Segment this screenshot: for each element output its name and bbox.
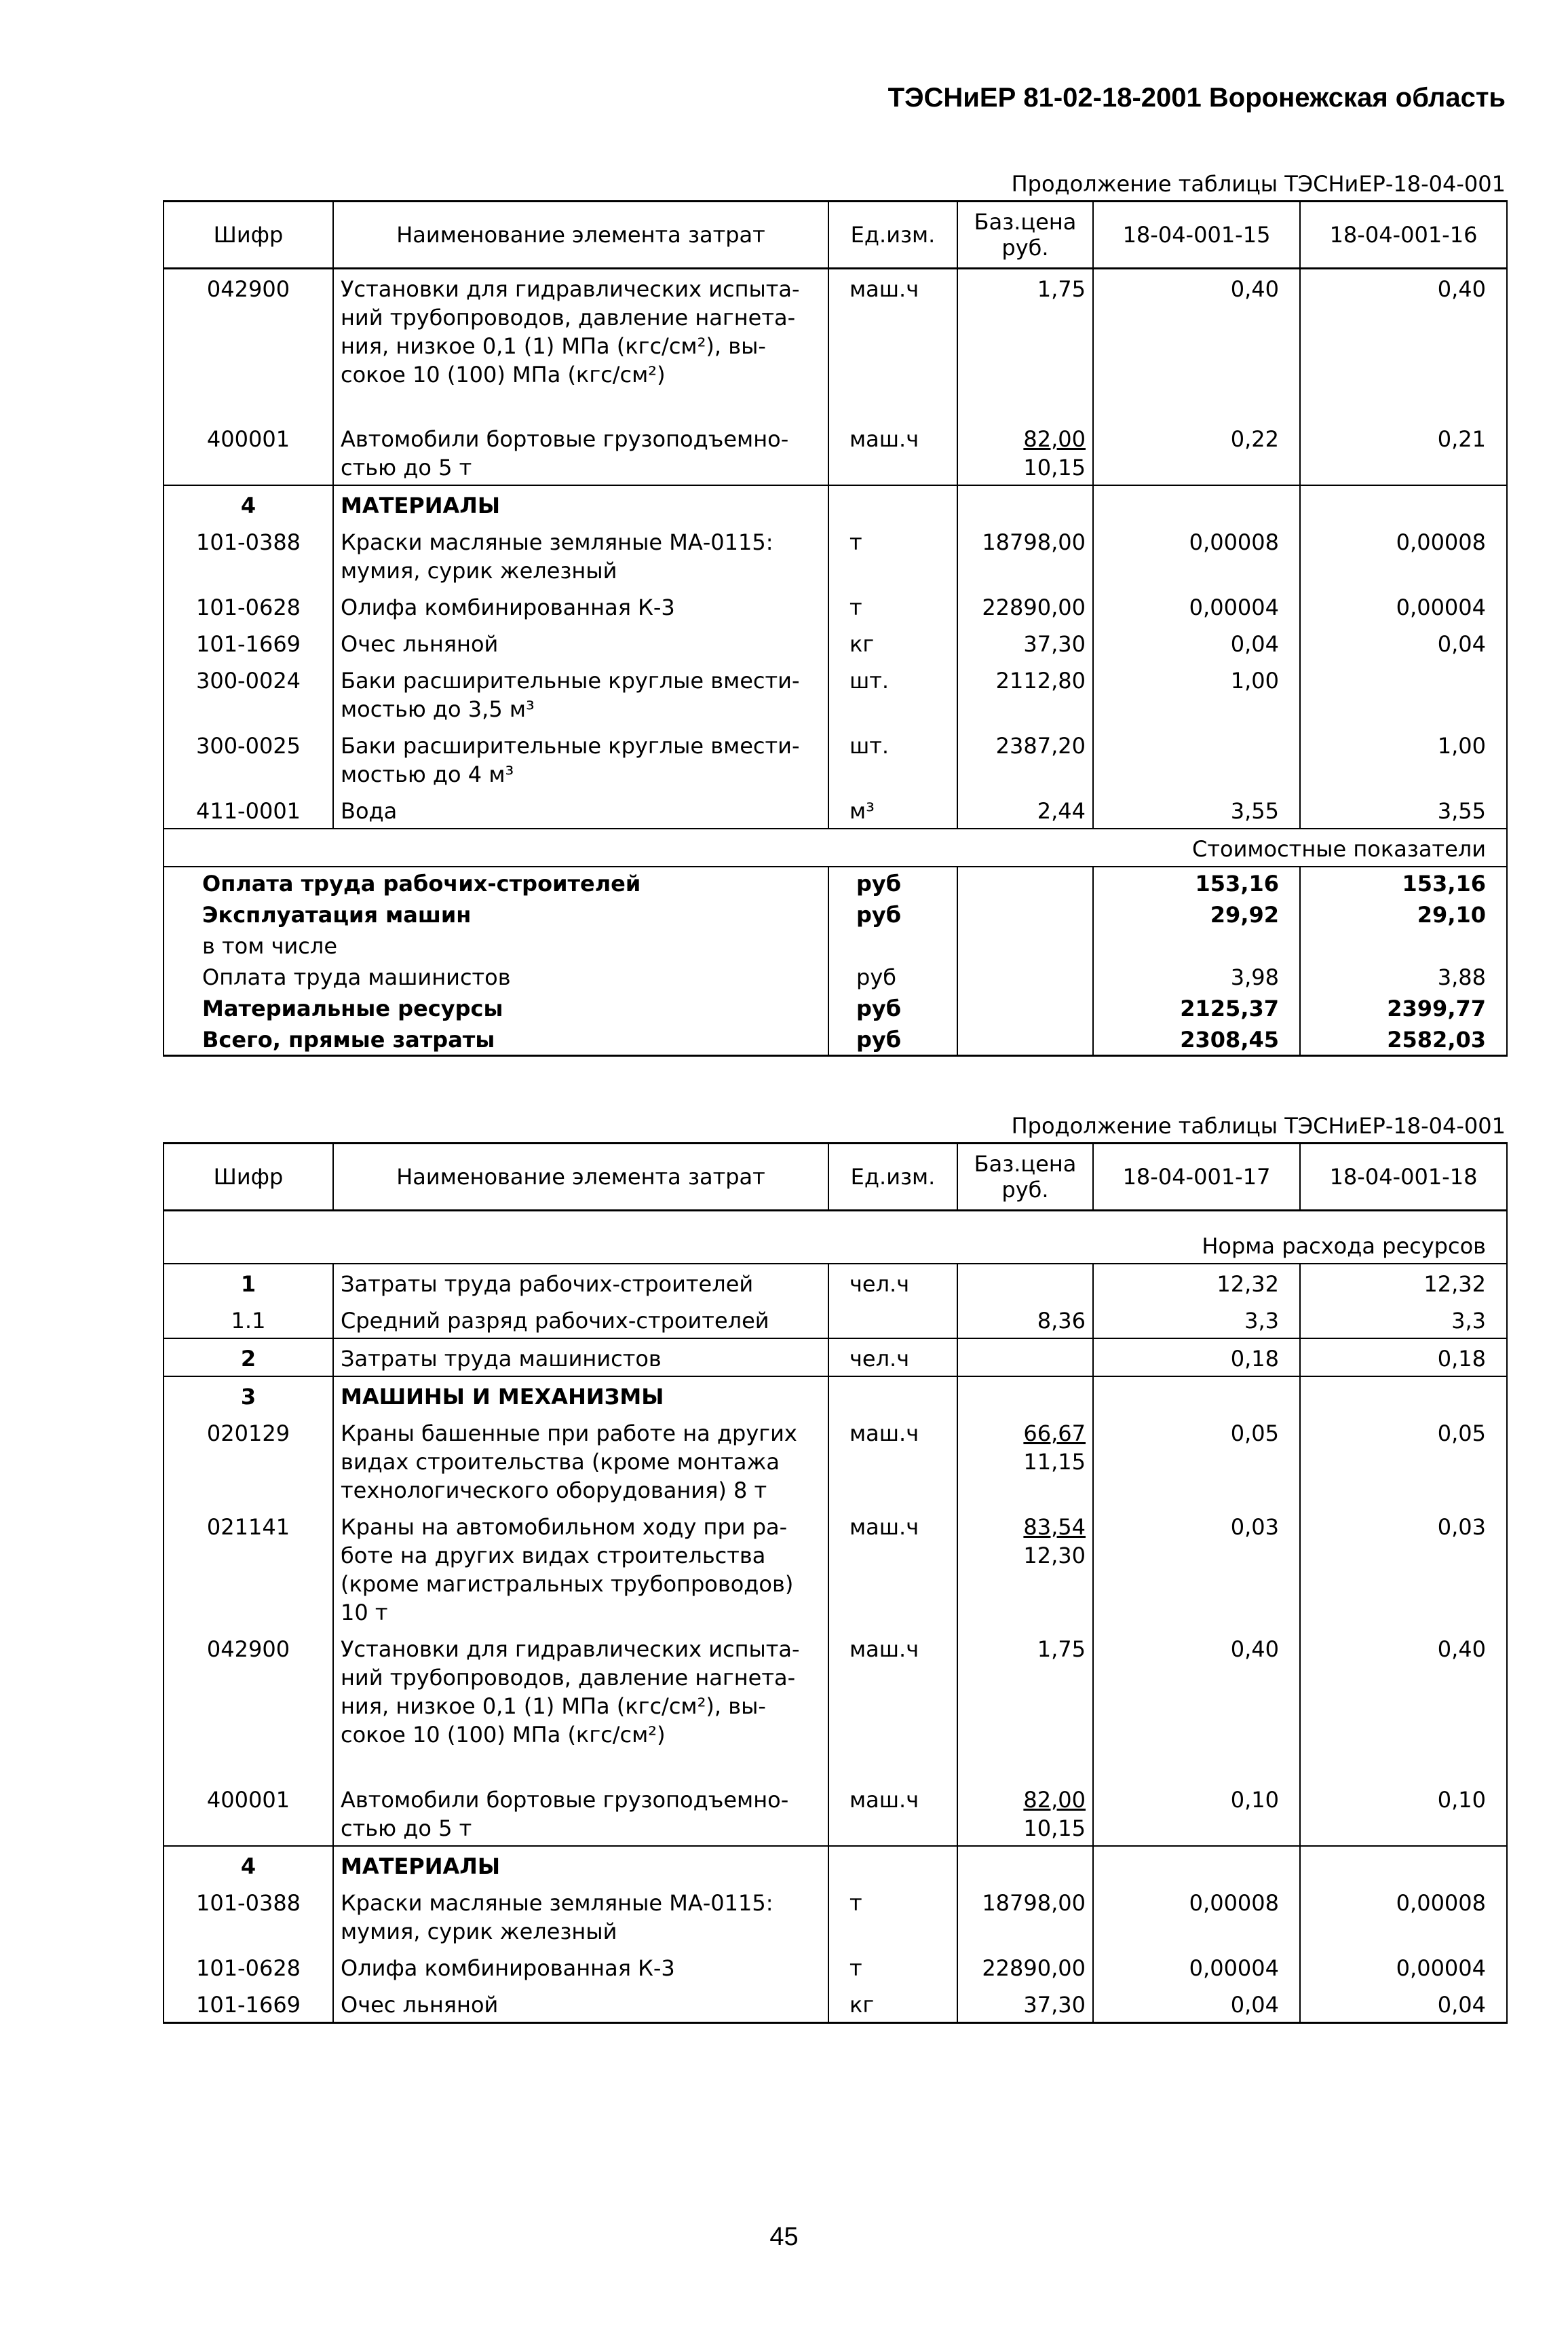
- unit-cell: т: [828, 588, 957, 624]
- table-row: [164, 523, 1507, 588]
- price-cell: 2,44: [957, 791, 1093, 829]
- norm-cell: 1,00: [1093, 661, 1300, 726]
- section-title: МАТЕРИАЛЫ: [333, 485, 828, 523]
- summary-unit: руб: [828, 961, 957, 992]
- col-name-header: Наименование элемента затрат: [333, 202, 828, 269]
- name-cell: Затраты труда рабочих-строителей: [333, 1264, 828, 1301]
- norm-cell: 0,18: [1300, 1338, 1507, 1376]
- norm-cell: 0,00004: [1093, 588, 1300, 624]
- table-row: [164, 624, 1507, 661]
- norm-cell: 0,05: [1300, 1414, 1507, 1507]
- price-wage-value: 12,30: [1023, 1543, 1086, 1568]
- section-title: МАШИНЫ И МЕХАНИЗМЫ: [333, 1376, 828, 1414]
- price-cell: 1,75: [957, 1629, 1093, 1780]
- col-code-header: Шифр: [164, 1144, 333, 1211]
- summary-label: Эксплуатация машин: [164, 899, 828, 930]
- code-cell: 300-0025: [164, 726, 333, 791]
- unit-cell: маш.ч: [828, 1507, 957, 1629]
- section-row: [164, 485, 1507, 523]
- col-name-header: Наименование элемента затрат: [333, 1144, 828, 1211]
- name-cell: Краски масляные земляные МА-0115: мумия, сурик железный: [333, 523, 828, 588]
- name-cell: Баки расширительные круглые вмести- мостью до 3,5 м³: [333, 661, 828, 726]
- table-header-row: [164, 1144, 1507, 1211]
- norm-cell: 12,32: [1300, 1264, 1507, 1301]
- name-cell: Краски масляные земляные МА-0115: мумия, сурик железный: [333, 1883, 828, 1948]
- norm-cell: [1093, 726, 1300, 791]
- table-row: [164, 419, 1507, 485]
- price-cell: [957, 419, 1093, 485]
- name-cell: Вода: [333, 791, 828, 829]
- summary-value: 2399,77: [1300, 992, 1507, 1023]
- code-cell: 021141: [164, 1507, 333, 1629]
- norm-cell: 0,10: [1093, 1780, 1300, 1846]
- section-code: 4: [164, 1846, 333, 1883]
- code-cell: 101-0628: [164, 1948, 333, 1985]
- name-cell: Установки для гидравлических испыта- ний трубопроводов, давление нагнета- ния, низкое 0,1 (1) МПа (кгс/см²), вы- сокое 10 (100) МПа (кгс/см²): [333, 269, 828, 419]
- summary-row: [164, 992, 1507, 1023]
- norm-cell: 0,10: [1300, 1780, 1507, 1846]
- summary-unit: руб: [828, 992, 957, 1023]
- price-value: 83,54: [1023, 1514, 1086, 1540]
- table-row: [164, 1414, 1507, 1507]
- norm-cell: 0,04: [1093, 624, 1300, 661]
- unit-cell: чел.ч: [828, 1264, 957, 1301]
- price-value: 82,00: [1023, 1787, 1086, 1813]
- norm-banner-row: [164, 1211, 1507, 1264]
- price-cell: 22890,00: [957, 1948, 1093, 1985]
- norm-cell: 3,55: [1093, 791, 1300, 829]
- norm-cell: 0,40: [1093, 269, 1300, 419]
- norm-cell: 12,32: [1093, 1264, 1300, 1301]
- code-cell: 101-0388: [164, 1883, 333, 1948]
- unit-cell: кг: [828, 624, 957, 661]
- price-cell: 1,75: [957, 269, 1093, 419]
- name-cell: Очес льняной: [333, 624, 828, 661]
- price-value: 66,67: [1023, 1420, 1086, 1446]
- summary-value: 3,88: [1300, 961, 1507, 992]
- table-continuation-caption: Продолжение таблицы ТЭСНиЕР-18-04-001: [1011, 1113, 1506, 1139]
- norm-cell: 3,3: [1300, 1301, 1507, 1338]
- norm-cell: 3,3: [1093, 1301, 1300, 1338]
- section-row: [164, 1376, 1507, 1414]
- section-title: МАТЕРИАЛЫ: [333, 1846, 828, 1883]
- summary-label: Всего, прямые затраты: [164, 1023, 828, 1056]
- norm-cell: 0,05: [1093, 1414, 1300, 1507]
- summary-value: 2125,37: [1093, 992, 1300, 1023]
- name-cell: Затраты труда машинистов: [333, 1338, 828, 1376]
- summary-row: [164, 867, 1507, 899]
- summary-unit: руб: [828, 899, 957, 930]
- table-header-row: [164, 202, 1507, 269]
- norm-cell: 0,40: [1300, 269, 1507, 419]
- price-cell: 8,36: [957, 1301, 1093, 1338]
- table-row: [164, 1629, 1507, 1780]
- norm-cell: 0,00008: [1093, 1883, 1300, 1948]
- name-cell: Олифа комбинированная К-3: [333, 588, 828, 624]
- summary-value: 3,98: [1093, 961, 1300, 992]
- summary-row: [164, 1023, 1507, 1056]
- price-cell: 22890,00: [957, 588, 1093, 624]
- norm-label: Норма расхода ресурсов: [164, 1211, 1507, 1264]
- summary-value: 29,92: [1093, 899, 1300, 930]
- table-row: [164, 1780, 1507, 1846]
- name-cell: Автомобили бортовые грузоподъемно- стью до 5 т: [333, 1780, 828, 1846]
- unit-cell: чел.ч: [828, 1338, 957, 1376]
- cost-banner-row: [164, 829, 1507, 867]
- table-row: [164, 1264, 1507, 1301]
- summary-value: 153,16: [1300, 867, 1507, 899]
- table-row: [164, 726, 1507, 791]
- norm-cell: 0,40: [1300, 1629, 1507, 1780]
- table-row: [164, 269, 1507, 419]
- table-row: [164, 1948, 1507, 1985]
- unit-cell: маш.ч: [828, 419, 957, 485]
- cost-indicators-label: Стоимостные показатели: [164, 829, 1507, 867]
- summary-label: Оплата труда машинистов: [164, 961, 828, 992]
- price-cell: [957, 1338, 1093, 1376]
- norm-cell: [1300, 661, 1507, 726]
- unit-cell: маш.ч: [828, 1780, 957, 1846]
- unit-cell: м³: [828, 791, 957, 829]
- norm-cell: 0,00004: [1300, 588, 1507, 624]
- col-norm-1-header: 18-04-001-17: [1093, 1144, 1300, 1211]
- unit-cell: маш.ч: [828, 1629, 957, 1780]
- norm-cell: 0,40: [1093, 1629, 1300, 1780]
- table-continuation-caption: Продолжение таблицы ТЭСНиЕР-18-04-001: [1011, 171, 1506, 197]
- code-cell: 411-0001: [164, 791, 333, 829]
- code-cell: 1: [164, 1264, 333, 1301]
- summary-value: 29,10: [1300, 899, 1507, 930]
- unit-cell: [828, 1301, 957, 1338]
- table-row: [164, 1338, 1507, 1376]
- unit-cell: маш.ч: [828, 1414, 957, 1507]
- norm-cell: 0,04: [1300, 1985, 1507, 2023]
- unit-cell: маш.ч: [828, 269, 957, 419]
- col-norm-2-header: 18-04-001-16: [1300, 202, 1507, 269]
- summary-row: [164, 961, 1507, 992]
- summary-value: 2582,03: [1300, 1023, 1507, 1056]
- col-unit-header: Ед.изм.: [828, 1144, 957, 1211]
- code-cell: 042900: [164, 1629, 333, 1780]
- norm-cell: 0,21: [1300, 419, 1507, 485]
- code-cell: 101-0628: [164, 588, 333, 624]
- unit-cell: т: [828, 1883, 957, 1948]
- price-wage-value: 11,15: [1023, 1449, 1086, 1475]
- col-norm-1-header: 18-04-001-15: [1093, 202, 1300, 269]
- summary-label: в том числе: [164, 930, 828, 961]
- resource-table-2: [163, 1142, 1508, 2024]
- col-norm-2-header: 18-04-001-18: [1300, 1144, 1507, 1211]
- norm-cell: 0,04: [1093, 1985, 1300, 2023]
- resource-table-1: [163, 200, 1508, 1057]
- table-row: [164, 791, 1507, 829]
- norm-cell: 0,03: [1093, 1507, 1300, 1629]
- col-code-header: Шифр: [164, 202, 333, 269]
- norm-cell: 0,00008: [1300, 523, 1507, 588]
- table-row: [164, 1507, 1507, 1629]
- section-code: 4: [164, 485, 333, 523]
- unit-cell: кг: [828, 1985, 957, 2023]
- summary-unit: руб: [828, 867, 957, 899]
- summary-value: 153,16: [1093, 867, 1300, 899]
- name-cell: Установки для гидравлических испыта- ний трубопроводов, давление нагнета- ния, низкое 0,1 (1) МПа (кгс/см²), вы- сокое 10 (100) МПа (кгс/см²): [333, 1629, 828, 1780]
- code-cell: 101-1669: [164, 1985, 333, 2023]
- summary-label: Оплата труда рабочих-строителей: [164, 867, 828, 899]
- price-value: 82,00: [1023, 426, 1086, 452]
- price-wage-value: 10,15: [1023, 454, 1086, 480]
- norm-cell: 0,04: [1300, 624, 1507, 661]
- unit-cell: т: [828, 1948, 957, 1985]
- norm-cell: 0,00004: [1093, 1948, 1300, 1985]
- name-cell: Баки расширительные круглые вмести- мостью до 4 м³: [333, 726, 828, 791]
- norm-cell: 3,55: [1300, 791, 1507, 829]
- price-cell: 37,30: [957, 1985, 1093, 2023]
- code-cell: 400001: [164, 1780, 333, 1846]
- table-row: [164, 1883, 1507, 1948]
- table-row: [164, 661, 1507, 726]
- summary-value: 2308,45: [1093, 1023, 1300, 1056]
- page-number: 45: [769, 2223, 799, 2251]
- summary-row: [164, 899, 1507, 930]
- norm-cell: 0,00008: [1093, 523, 1300, 588]
- document-title: ТЭСНиЕР 81-02-18-2001 Воронежская область: [887, 83, 1506, 113]
- price-cell: 2112,80: [957, 661, 1093, 726]
- price-cell: [957, 1780, 1093, 1846]
- code-cell: 101-0388: [164, 523, 333, 588]
- section-row: [164, 1846, 1507, 1883]
- table-row: [164, 1985, 1507, 2023]
- name-cell: Очес льняной: [333, 1985, 828, 2023]
- section-code: 3: [164, 1376, 333, 1414]
- norm-cell: 1,00: [1300, 726, 1507, 791]
- unit-cell: т: [828, 523, 957, 588]
- price-cell: 18798,00: [957, 1883, 1093, 1948]
- unit-cell: шт.: [828, 661, 957, 726]
- col-unit-header: Ед.изм.: [828, 202, 957, 269]
- summary-row: [164, 930, 1507, 961]
- code-cell: 2: [164, 1338, 333, 1376]
- code-cell: 042900: [164, 269, 333, 419]
- code-cell: 400001: [164, 419, 333, 485]
- table-row: [164, 1301, 1507, 1338]
- price-cell: [957, 1507, 1093, 1629]
- norm-cell: 0,00008: [1300, 1883, 1507, 1948]
- code-cell: 300-0024: [164, 661, 333, 726]
- norm-cell: 0,18: [1093, 1338, 1300, 1376]
- norm-cell: 0,22: [1093, 419, 1300, 485]
- name-cell: Краны на автомобильном ходу при ра- боте на других видах строительства (кроме магистральных трубопроводов) 10 т: [333, 1507, 828, 1629]
- code-cell: 020129: [164, 1414, 333, 1507]
- unit-cell: шт.: [828, 726, 957, 791]
- price-wage-value: 10,15: [1023, 1815, 1086, 1841]
- name-cell: Средний разряд рабочих-строителей: [333, 1301, 828, 1338]
- name-cell: Олифа комбинированная К-3: [333, 1948, 828, 1985]
- price-cell: 18798,00: [957, 523, 1093, 588]
- price-cell: 37,30: [957, 624, 1093, 661]
- price-cell: [957, 1414, 1093, 1507]
- col-price-header: Баз.цена руб.: [957, 1144, 1093, 1211]
- price-cell: 2387,20: [957, 726, 1093, 791]
- norm-cell: 0,03: [1300, 1507, 1507, 1629]
- table-row: [164, 588, 1507, 624]
- col-price-header: Баз.цена руб.: [957, 202, 1093, 269]
- code-cell: 1.1: [164, 1301, 333, 1338]
- price-cell: [957, 1264, 1093, 1301]
- norm-cell: 0,00004: [1300, 1948, 1507, 1985]
- name-cell: Автомобили бортовые грузоподъемно- стью до 5 т: [333, 419, 828, 485]
- name-cell: Краны башенные при работе на других видах строительства (кроме монтажа технологического оборудования) 8 т: [333, 1414, 828, 1507]
- code-cell: 101-1669: [164, 624, 333, 661]
- summary-unit: руб: [828, 1023, 957, 1056]
- summary-label: Материальные ресурсы: [164, 992, 828, 1023]
